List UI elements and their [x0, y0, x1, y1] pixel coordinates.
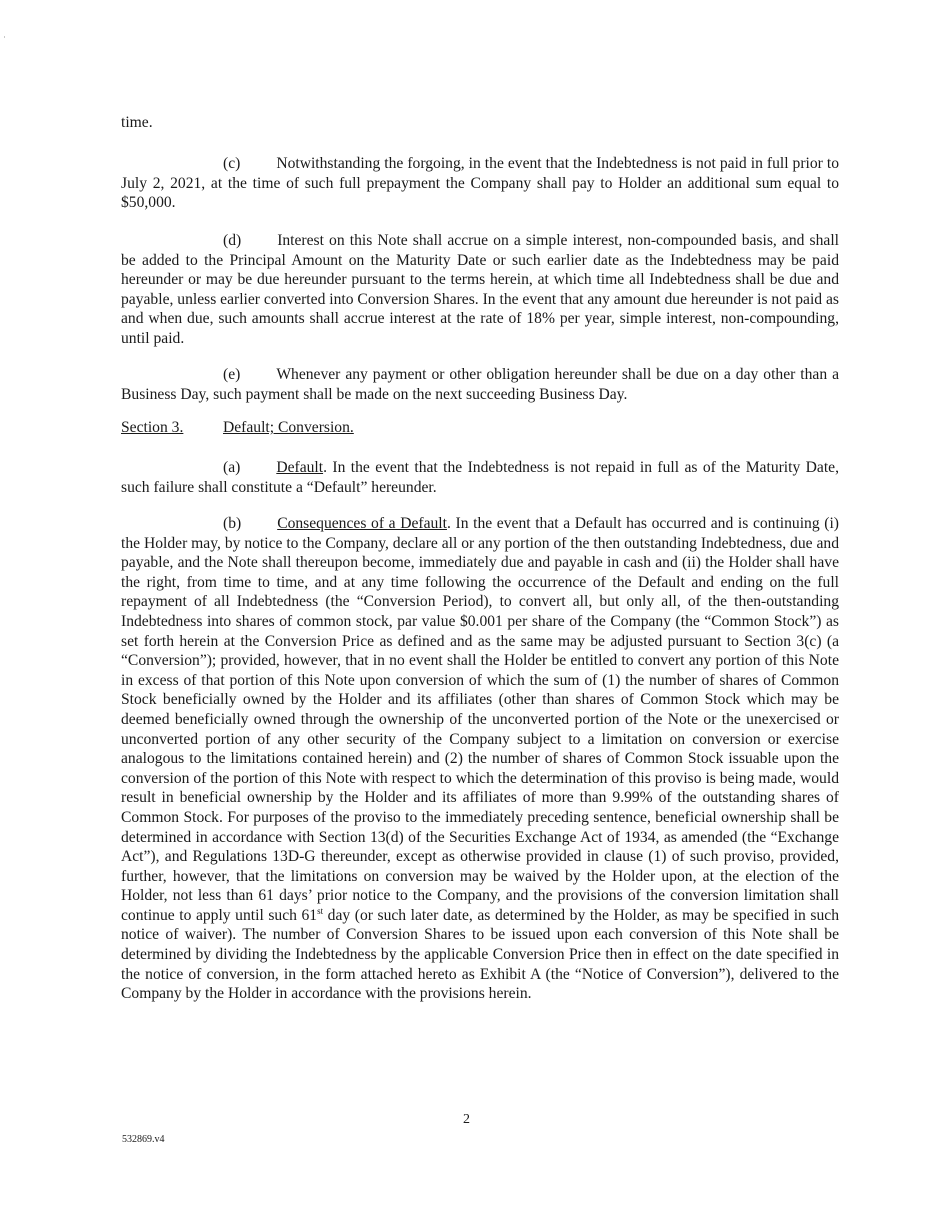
- paragraph-2c-text: Notwithstanding the forgoing, in the event that the Indebtedness is not paid in full prior to July 2, 2021, at the time of such full prepayment the Company shall pay to Holder an additional sum equal to $50,000.: [121, 155, 839, 212]
- paragraph-3b-text-part2: day (or such later date, as determined by the Holder, as may be specified in such notice of waiver). The number of Conversion Shares to be issued upon each conversion of this Note shall be determined by dividing the Indebtedness by the applicable Conversion Price then in effect on the date specified in the notice of conversion, in the form attached hereto as Exhibit A (the “Notice of Conversion”), delivered to the Company by the Holder in accordance with the provisions herein.: [121, 906, 839, 1003]
- paragraph-3b: [121, 514, 839, 1004]
- paragraph-2e-text: Whenever any payment or other obligation hereunder shall be due on a day other than a Business Day, such payment shall be made on the next succeeding Business Day.: [121, 366, 839, 403]
- scan-mark: [4, 36, 5, 38]
- paragraph-2e: [121, 365, 839, 404]
- section-title: Default; Conversion.: [223, 419, 354, 436]
- paragraph-3a-label: (a): [223, 459, 241, 476]
- paragraph-3a-heading: Default: [276, 459, 324, 476]
- paragraph-3a-text: . In the event that the Indebtedness is not repaid in full as of the Maturity Date, such failure shall constitute a “Default” hereunder.: [121, 459, 839, 496]
- paragraph-3b-superscript: st: [317, 905, 324, 916]
- paragraph-2c: [121, 154, 839, 213]
- paragraph-2d-label: (d): [223, 232, 242, 249]
- paragraph-2d-text: Interest on this Note shall accrue on a simple interest, non-compounded basis, and shall be added to the Principal Amount on the Maturity Date or such earlier date as the Indebtedness may be paid hereunder or may be due hereunder pursuant to the terms herein, at which time all Indebtedness shall be due and payable, unless earlier converted into Conversion Shares. In the event that any amount due hereunder is not paid as and when due, such amounts shall accrue interest at the rate of 18% per year, simple interest, non-compounding, until paid.: [121, 232, 839, 347]
- paragraph-time-text: time.: [121, 114, 153, 131]
- paragraph-2d: [121, 231, 839, 349]
- document-id: 532869.v4: [122, 1134, 165, 1145]
- paragraph-3b-heading: Consequences of a Default: [277, 515, 447, 532]
- paragraph-3b-label: (b): [223, 515, 242, 532]
- paragraph-time: [121, 113, 839, 133]
- paragraph-2e-label: (e): [223, 366, 241, 383]
- paragraph-2c-label: (c): [223, 155, 241, 172]
- section-number: Section 3.: [121, 419, 184, 436]
- paragraph-3a: [121, 458, 839, 497]
- paragraph-3b-text-part1: . In the event that a Default has occurred and is continuing (i) the Holder may, by notice to the Company, declare all or any portion of the then outstanding Indebtedness, due and payable, and the Note shall thereupon become, immediately due and payable in cash and (ii) the Holder shall have the right, from time to time, and at any time following the occurrence of the Default and ending on the full repayment of all Indebtedness (the “Conversion Period), to convert all, but only all, of the then-outstanding Indebtedness into shares of common stock, par value $0.001 per share of the Company (the “Common Stock”) as set forth herein at the Conversion Price as defined and as the same may be adjusted pursuant to Section 3(c) (a “Conversion”); provided, however, that in no event shall the Holder be entitled to convert any portion of this Note in excess of that portion of this Note upon conversion of which the sum of (1) the number of shares of Common Stock beneficially owned by the Holder and its affiliates (other than shares of Common Stock which may be deemed beneficially owned through the ownership of the unconverted portion of the Note or the unexercised or unconverted portion of any other security of the Company subject to a limitation on conversion or exercise analogous to the limitations contained herein) and (2) the number of shares of Common Stock issuable upon the conversion of the portion of this Note with respect to which the determination of this proviso is being made, would result in beneficial ownership by the Holder and its affiliates of more than 9.99% of the outstanding shares of Common Stock. For purposes of the proviso to the immediately preceding sentence, beneficial ownership shall be determined in accordance with Section 13(d) of the Securities Exchange Act of 1934, as amended (the “Exchange Act”), and Regulations 13D-G thereunder, except as otherwise provided in clause (1) of such proviso, provided, further, however, that the limitations on conversion may be waived by the Holder upon, at the election of the Holder, not less than 61 days’ prior notice to the Company, and the provisions of the conversion limitation shall continue to apply until such 61: [121, 515, 839, 924]
- page-number: 2: [463, 1112, 470, 1127]
